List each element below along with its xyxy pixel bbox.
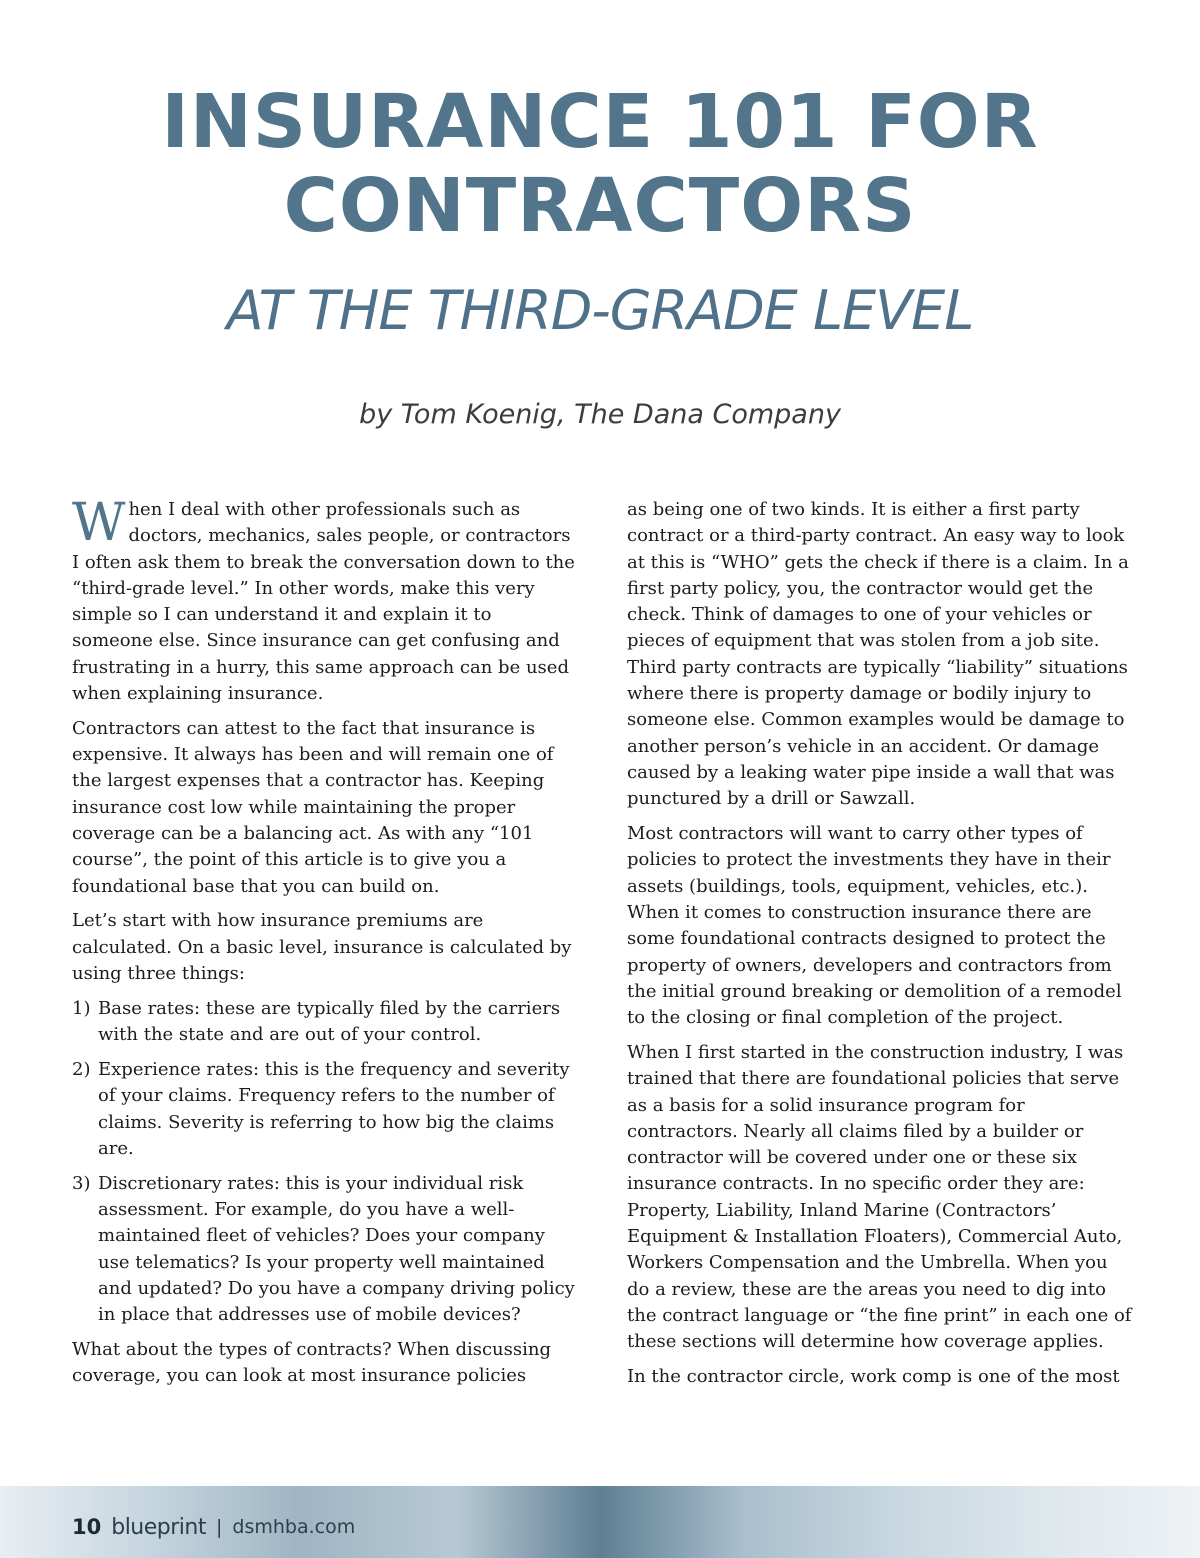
list-text: Experience rates: this is the frequency and severity of your claims. Frequency refers to the number of claims. Severity is referring to how big the claims are. bbox=[98, 1058, 570, 1159]
page-number: 10 bbox=[72, 1515, 102, 1539]
page-footer bbox=[72, 1512, 355, 1542]
paragraph-expense: Contractors can attest to the fact that insurance is expensive. It always has been and will remain one of the largest expenses that a contractor has. Keeping insurance cost low while maintaining the proper coverage can be a balancing act. As with any “101 course”, the point of this article is to give you a foundational base that you can build on. bbox=[72, 717, 554, 897]
paragraph-first-third-party: as being one of two kinds. It is either a first party contract or a third-party contract. An easy way to look at this is “WHO” gets the check if there is a claim. In a first party policy, you, the contractor would get the check. Think of damages to one of your vehicles or pieces of equipment that was stolen from a job site. Third party contracts are typically “liability” situations where there is property damage or bodily injury to someone else. Common examples would be damage to another person’s vehicle in an accident. Or damage caused by a leaking water pipe inside a wall that was punctured by a drill or Sawzall. bbox=[627, 499, 1129, 810]
paragraph-intro-text: hen I deal with other professionals such as doctors, mechanics, sales people, or contractors I often ask them to break the conversation down to the “third-grade level.” In other words, make this very simple so I can understand it and explain it to someone else. Since insurance can get confusing and frustrating in a hurry, this same approach can be used when explaining insurance. bbox=[72, 499, 575, 705]
paragraph-intro bbox=[72, 493, 578, 707]
website-link[interactable]: dsmhba.com bbox=[232, 1516, 356, 1538]
left-column bbox=[72, 493, 578, 1398]
article-title bbox=[0, 80, 1200, 248]
blueprint-logo: blueprint bbox=[111, 1514, 206, 1540]
list-item bbox=[72, 1057, 578, 1162]
list-item bbox=[72, 1171, 578, 1329]
author-byline: by Tom Koenig, The Dana Company bbox=[359, 399, 841, 430]
drop-cap: W bbox=[72, 493, 126, 553]
paragraph-work-comp: In the contractor circle, work comp is one of the most bbox=[627, 1366, 1120, 1387]
list-text: Discretionary rates: this is your individual risk assessment. For example, do you have a well-maintained fleet of vehicles? Does your company use telematics? Is your property well maintained and updated? Do you have a company driving policy in place that addresses use of mobile devices? bbox=[98, 1172, 575, 1326]
right-column bbox=[627, 497, 1133, 1399]
footer-separator: | bbox=[215, 1516, 223, 1538]
title-line-2: CONTRACTORS bbox=[283, 163, 917, 249]
list-item bbox=[72, 996, 578, 1049]
paragraph-premiums: Let’s start with how insurance premiums are calculated. On a basic level, insurance is calculated by using three things: bbox=[72, 910, 572, 985]
title-line-1: INSURANCE 101 FOR bbox=[161, 79, 1039, 165]
paragraph-contract-types: What about the types of contracts? When discussing coverage, you can look at most insurance policies bbox=[72, 1338, 551, 1387]
list-number: 2) bbox=[72, 1058, 91, 1080]
list-number: 3) bbox=[72, 1172, 91, 1194]
list-number: 1) bbox=[72, 997, 91, 1019]
list-text: Base rates: these are typically filed by the carriers with the state and are out of your control. bbox=[98, 997, 561, 1046]
article-subtitle: AT THE THIRD-GRADE LEVEL bbox=[226, 279, 974, 342]
paragraph-other-policies: Most contractors will want to carry other types of policies to protect the investments they have in their assets (buildings, tools, equipment, vehicles, etc.). When it comes to construction insurance there are some foundational contracts designed to protect the property of owners, developers and contractors from the initial ground breaking or demolition of a remodel to the closing or final completion of the project. bbox=[627, 823, 1122, 1029]
paragraph-foundational-policies: When I first started in the construction industry, I was trained that there are foundational policies that serve as a basis for a solid insurance program for contractors. Nearly all claims filed by a builder or contractor will be covered under one or these six insurance contracts. In no specific order they are: Property, Liability, Inland Marine (Contractors’ Equipment & Installation Floaters), Commercial Auto, Workers Compensation and the Umbrella. When you do a review, these are the areas you need to dig into the contract language or “the fine print” in each one of these sections will determine how coverage applies. bbox=[627, 1041, 1132, 1353]
